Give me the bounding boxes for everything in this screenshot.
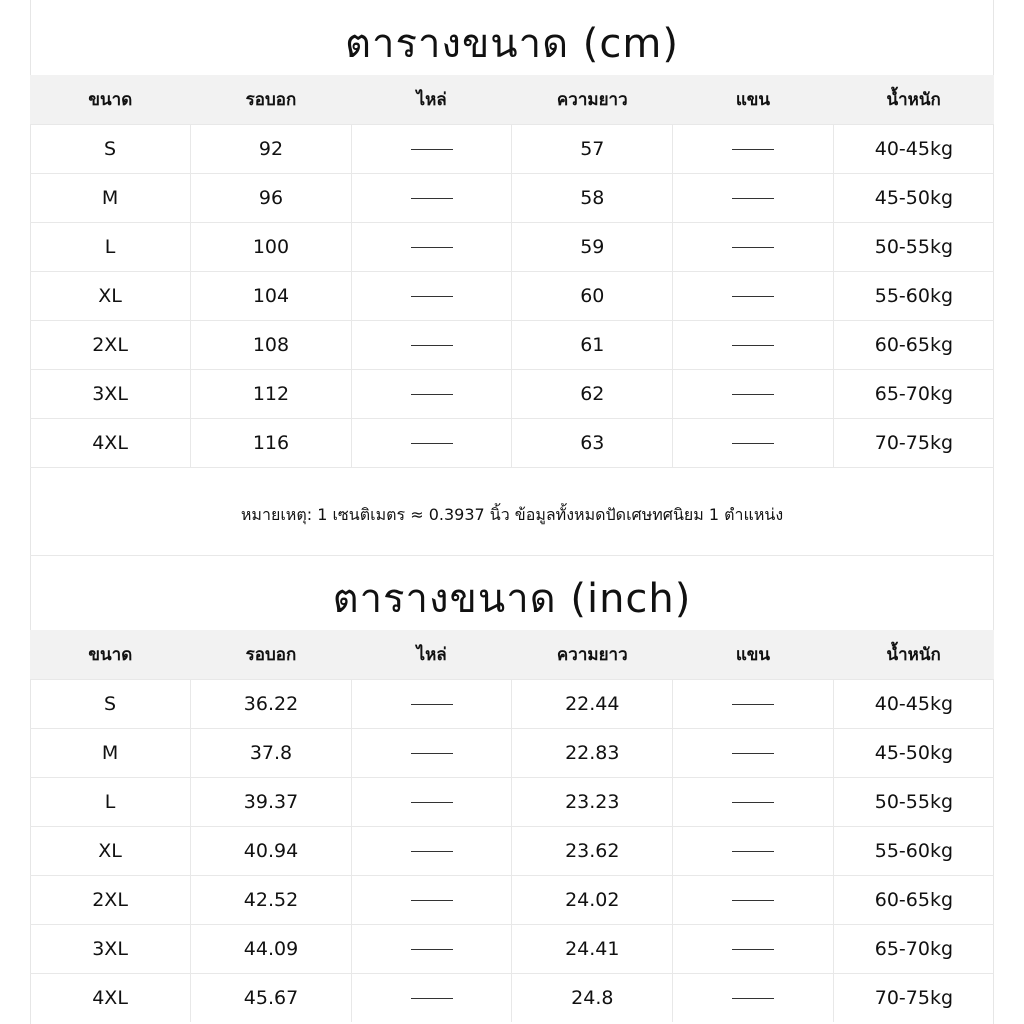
table-cell: 58 — [512, 174, 673, 223]
table-cell: XL — [30, 272, 191, 321]
table-cell — [673, 370, 834, 419]
table-cell: 24.8 — [512, 974, 673, 1023]
table-row — [30, 321, 994, 370]
table-cell — [351, 827, 512, 876]
column-header: ความยาว — [512, 630, 673, 680]
table-cell — [673, 827, 834, 876]
table-cell: 55-60kg — [833, 827, 994, 876]
table-row — [30, 680, 994, 729]
dash-placeholder — [411, 247, 453, 248]
dash-placeholder — [411, 802, 453, 803]
table-cell — [673, 125, 834, 174]
table-cell — [351, 974, 512, 1023]
table-cell — [351, 778, 512, 827]
table-cell: 63 — [512, 419, 673, 468]
table-cell — [673, 778, 834, 827]
table-cell: 22.44 — [512, 680, 673, 729]
table-cell — [673, 321, 834, 370]
column-header: แขน — [673, 75, 834, 125]
table-row — [30, 174, 994, 223]
table-cell: 65-70kg — [833, 370, 994, 419]
table-cell: 40-45kg — [833, 125, 994, 174]
dash-placeholder — [411, 198, 453, 199]
table-cell: 45-50kg — [833, 174, 994, 223]
table-cell: 70-75kg — [833, 974, 994, 1023]
dash-placeholder — [732, 394, 774, 395]
dash-placeholder — [732, 949, 774, 950]
dash-placeholder — [411, 296, 453, 297]
table-cell: 24.02 — [512, 876, 673, 925]
table-cell — [673, 419, 834, 468]
dash-placeholder — [411, 998, 453, 999]
dash-placeholder — [411, 900, 453, 901]
table-cell: 50-55kg — [833, 223, 994, 272]
table-row — [30, 272, 994, 321]
dash-placeholder — [411, 753, 453, 754]
table-cell: 60 — [512, 272, 673, 321]
table-row — [30, 876, 994, 925]
dash-placeholder — [411, 394, 453, 395]
inch-table-title: ตารางขนาด (inch) — [332, 576, 692, 622]
dash-placeholder — [732, 802, 774, 803]
table-cell: 36.22 — [191, 680, 352, 729]
table-cell: 57 — [512, 125, 673, 174]
dash-placeholder — [411, 443, 453, 444]
table-cell: 62 — [512, 370, 673, 419]
table-cell — [351, 876, 512, 925]
dash-placeholder — [411, 345, 453, 346]
table-cell: 39.37 — [191, 778, 352, 827]
separator — [30, 555, 994, 556]
table-cell: S — [30, 680, 191, 729]
table-cell: 112 — [191, 370, 352, 419]
table-cell: 45-50kg — [833, 729, 994, 778]
table-cell: 100 — [191, 223, 352, 272]
dash-placeholder — [411, 851, 453, 852]
table-cell: 37.8 — [191, 729, 352, 778]
table-row — [30, 827, 994, 876]
table-cell: S — [30, 125, 191, 174]
table-cell: 3XL — [30, 370, 191, 419]
dash-placeholder — [732, 149, 774, 150]
table-cell — [351, 272, 512, 321]
dash-placeholder — [732, 345, 774, 346]
table-cell: 92 — [191, 125, 352, 174]
dash-placeholder — [732, 704, 774, 705]
table-cell — [673, 223, 834, 272]
table-cell — [673, 174, 834, 223]
table-cell: 42.52 — [191, 876, 352, 925]
header-row — [30, 75, 994, 125]
table-cell: 70-75kg — [833, 419, 994, 468]
column-header: ไหล่ — [351, 75, 512, 125]
column-header: น้ำหนัก — [833, 75, 994, 125]
table-cell: 55-60kg — [833, 272, 994, 321]
table-row — [30, 419, 994, 468]
table-cell — [673, 680, 834, 729]
table-cell: 116 — [191, 419, 352, 468]
dash-placeholder — [732, 443, 774, 444]
table-cell — [351, 680, 512, 729]
table-cell: 4XL — [30, 419, 191, 468]
separator — [30, 467, 994, 468]
column-header: รอบอก — [191, 75, 352, 125]
table-cell: 50-55kg — [833, 778, 994, 827]
table-cell — [351, 729, 512, 778]
table-cell: 104 — [191, 272, 352, 321]
table-cell: 65-70kg — [833, 925, 994, 974]
dash-placeholder — [732, 900, 774, 901]
table-cell — [673, 974, 834, 1023]
size-table-cm — [30, 75, 994, 467]
dash-placeholder — [732, 753, 774, 754]
table-cell: 2XL — [30, 876, 191, 925]
table-cell: 24.41 — [512, 925, 673, 974]
table-cell: L — [30, 778, 191, 827]
table-cell: 61 — [512, 321, 673, 370]
column-header: รอบอก — [191, 630, 352, 680]
table-cell — [351, 125, 512, 174]
dash-placeholder — [411, 704, 453, 705]
table-cell: 60-65kg — [833, 876, 994, 925]
header-row — [30, 630, 994, 680]
table-cell: L — [30, 223, 191, 272]
table-cell — [351, 321, 512, 370]
table-cell: 4XL — [30, 974, 191, 1023]
conversion-note: หมายเหตุ: 1 เซนติเมตร ≈ 0.3937 นิ้ว ข้อมูลทั้งหมดปัดเศษทศนิยม 1 ตำแหน่ง — [240, 505, 784, 524]
table-cell — [673, 272, 834, 321]
table-cell — [351, 925, 512, 974]
column-header: ขนาด — [30, 630, 191, 680]
table-row — [30, 223, 994, 272]
column-header: ความยาว — [512, 75, 673, 125]
dash-placeholder — [411, 949, 453, 950]
dash-placeholder — [411, 149, 453, 150]
dash-placeholder — [732, 851, 774, 852]
table-row — [30, 974, 994, 1023]
table-cell: 59 — [512, 223, 673, 272]
table-row — [30, 729, 994, 778]
table-cell: 3XL — [30, 925, 191, 974]
table-cell: 40-45kg — [833, 680, 994, 729]
size-table-inch — [30, 630, 994, 1022]
table-cell: 22.83 — [512, 729, 673, 778]
table-cell: XL — [30, 827, 191, 876]
table-row — [30, 925, 994, 974]
table-cell: 23.23 — [512, 778, 673, 827]
table-cell — [351, 174, 512, 223]
table-cell — [351, 419, 512, 468]
table-cell: M — [30, 729, 191, 778]
table-cell — [351, 370, 512, 419]
dash-placeholder — [732, 998, 774, 999]
dash-placeholder — [732, 247, 774, 248]
table-cell — [673, 729, 834, 778]
table-row — [30, 370, 994, 419]
table-cell — [673, 925, 834, 974]
table-row — [30, 125, 994, 174]
table-cell: 60-65kg — [833, 321, 994, 370]
table-row — [30, 778, 994, 827]
table-cell: 44.09 — [191, 925, 352, 974]
table-cell: 45.67 — [191, 974, 352, 1023]
table-cell — [351, 223, 512, 272]
table-cell: 23.62 — [512, 827, 673, 876]
dash-placeholder — [732, 198, 774, 199]
column-header: แขน — [673, 630, 834, 680]
table-cell: 2XL — [30, 321, 191, 370]
table-cell: 96 — [191, 174, 352, 223]
column-header: น้ำหนัก — [833, 630, 994, 680]
table-cell: 40.94 — [191, 827, 352, 876]
table-cell — [673, 876, 834, 925]
dash-placeholder — [732, 296, 774, 297]
cm-table-title: ตารางขนาด (cm) — [345, 21, 679, 67]
table-cell: M — [30, 174, 191, 223]
column-header: ไหล่ — [351, 630, 512, 680]
column-header: ขนาด — [30, 75, 191, 125]
table-cell: 108 — [191, 321, 352, 370]
